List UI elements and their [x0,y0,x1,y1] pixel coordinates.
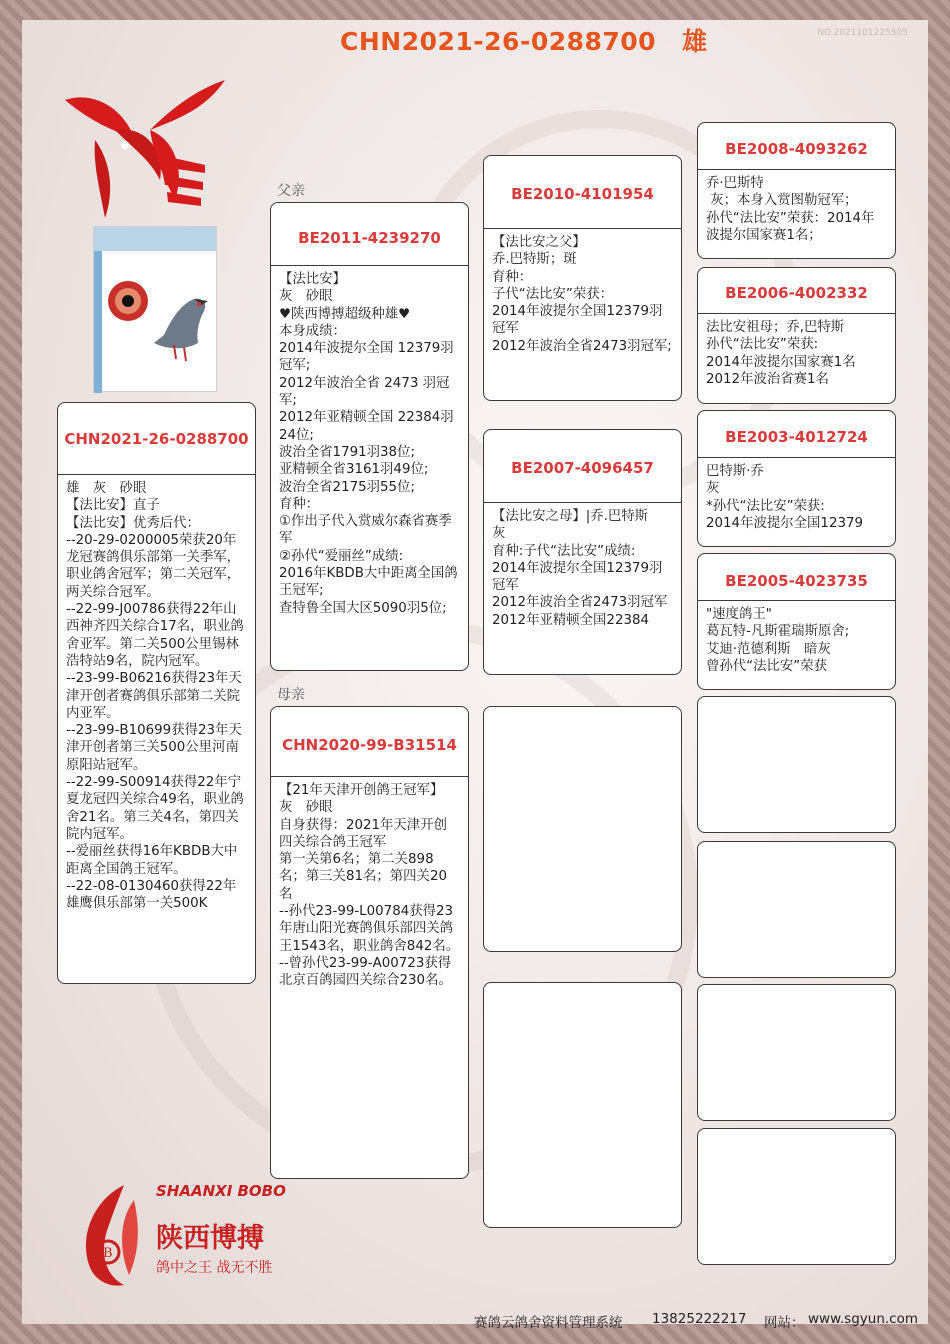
sire-card [270,202,469,671]
mother-label: 母亲 [277,687,305,703]
pigeon-photo [93,226,217,392]
gen3-details-1: 乔·巴斯特 灰；本身入赏图勒冠军； 孙代“法比安”荣获：2014年波提尔国家赛1名； [706,176,875,243]
gen3-card-8 [697,1128,896,1265]
sire-dam-ring: BE2007-4096457 [484,430,681,503]
dam-ring: CHN2020-99-B31514 [271,707,468,777]
footer [0,1308,950,1344]
sire-ring: BE2011-4239270 [271,203,468,266]
sire-details: 【法比安】 灰 砂眼 ♥陕西博搏超级种雄♥ 本身成绩： 2014年波提尔全国 12379羽冠军; 2012年波治全省 2473 羽冠军; 2012年亚精顿全国 22384羽24位; 波治全省1791羽38位; 亚精顿全省3161羽49位; 波治全省2175羽55位; 育种： ①作出子代入赏威尔森省赛季军 ②孙代“爱丽丝”成绩: 2016年KBDB大中距离全国鸽王冠军; 查特鲁全国大区5090羽5位; [279,272,458,616]
gen3-card-5 [697,696,896,833]
gen3-card-3 [697,410,896,547]
footer-system-name: 赛鸽云鸽舍资料管理系统 [474,1315,623,1331]
footer-site-label: 网站： [764,1315,805,1331]
gen3-card-6 [697,841,896,978]
subject-card [57,402,256,984]
gen3-card-4 [697,553,896,690]
sire-sire-ring: BE2010-4101954 [484,156,681,229]
gen3-details-3: 巴特斯·乔 灰 *孙代“法比安”荣获: 2014年波提尔全国12379 [706,464,864,531]
photo-side-band [94,251,102,393]
photo-header-band [94,227,216,251]
title-ring: CHN2021-26-0288700 [340,27,657,56]
subject-details: 雄 灰 砂眼 【法比安】直子 【法比安】优秀后代： --20-29-0200005荣获20年龙冠赛鸽俱乐部第一关季军，职业鸽舍冠军；第二关冠军，两关综合冠军。 --22-99-J00786获得22年山西神齐四关综合17名，职业鸽舍亚军。第二关500公里锡林浩特站9名，院内冠军。 --23-99-B06216获得23年天津开创者赛鸽俱乐部第二关院内亚军。 --23-99-B10699获得23年天津开创者第三关500公里河南原阳站冠军。 --22-99-S00914获得22年宁夏龙冠四关综合49名，职业鸽舍21名。第三关4名，第四关院内冠军。 --爱丽丝获得16年KBDB大中距离全国鸽王冠军。 --22-08-0130460获得22年雄鹰俱乐部第一关500K [66,481,244,912]
gen3-card-2 [697,267,896,404]
sire-sire-card [483,155,682,401]
gen3-card-7 [697,984,896,1121]
brand-logo [64,1180,294,1290]
footer-website-link[interactable]: www.sgyun.com [808,1311,919,1327]
dam-details: 【21年天津开创鸽王冠军】 灰 砂眼 自身获得：2021年天津开创四关综合鸽王冠军 第一关第6名；第二关898名；第三关81名；第四关20名 --孙代23-99-L00784获得23年唐山阳光赛鸽俱乐部四关鸽王1543名，职业鸽舍842名。 --曾孙代23-99-A00723获得北京百鸽园四关综合230名。 [279,783,460,989]
title-sex: 雄 [682,27,708,56]
father-label: 父亲 [277,183,305,199]
brand-slogan: 鸽中之王 战无不胜 [156,1260,273,1276]
brand-chinese-name: 陕西博搏 [156,1223,264,1254]
gen3-ring-2: BE2006-4002332 [698,268,895,314]
brand-bird-icon [64,1180,154,1290]
gen3-ring-1: BE2008-4093262 [698,123,895,170]
gen3-ring-4: BE2005-4023735 [698,554,895,601]
subject-ring: CHN2021-26-0288700 [58,403,255,475]
dam-card [270,706,469,1179]
sire-dam-card [483,429,682,675]
sire-dam-details: 【法比安之母】|乔.巴特斯 灰 育种:子代“法比安”成绩: 2014年波提尔全国12379羽冠军 2012年波治全省2473羽冠军 2012年亚精顿全国22384 [492,509,668,628]
svg-text:B: B [103,1246,113,1261]
phoenix-logo-icon [55,70,235,220]
dam-dam-card [483,982,682,1228]
document-number: NO.2021101225505 [817,28,908,38]
brand-english-name: SHAANXI BOBO [156,1182,286,1200]
footer-phone: 13825222217 [652,1311,747,1327]
page-title [340,22,760,58]
gen3-details-4: "速度鸽王" 葛瓦特-凡斯霍瑞斯原舍; 艾迪·范德利斯 暗灰 曾孙代“法比安”荣获 [706,607,850,674]
gen3-ring-3: BE2003-4012724 [698,411,895,458]
pigeon-eye-and-bird-icon [104,263,214,373]
sire-sire-details: 【法比安之父】 乔.巴特斯；斑 育种： 子代“法比安”荣获： 2014年波提尔全国12379羽冠军 2012年波治全省2473羽冠军; [492,235,672,354]
gen3-details-2: 法比安祖母；乔,巴特斯 孙代“法比安”荣获: 2014年波提尔国家赛1名 2012年波治省赛1名 [706,320,856,387]
gen3-card-1 [697,122,896,259]
dam-sire-card [483,706,682,952]
